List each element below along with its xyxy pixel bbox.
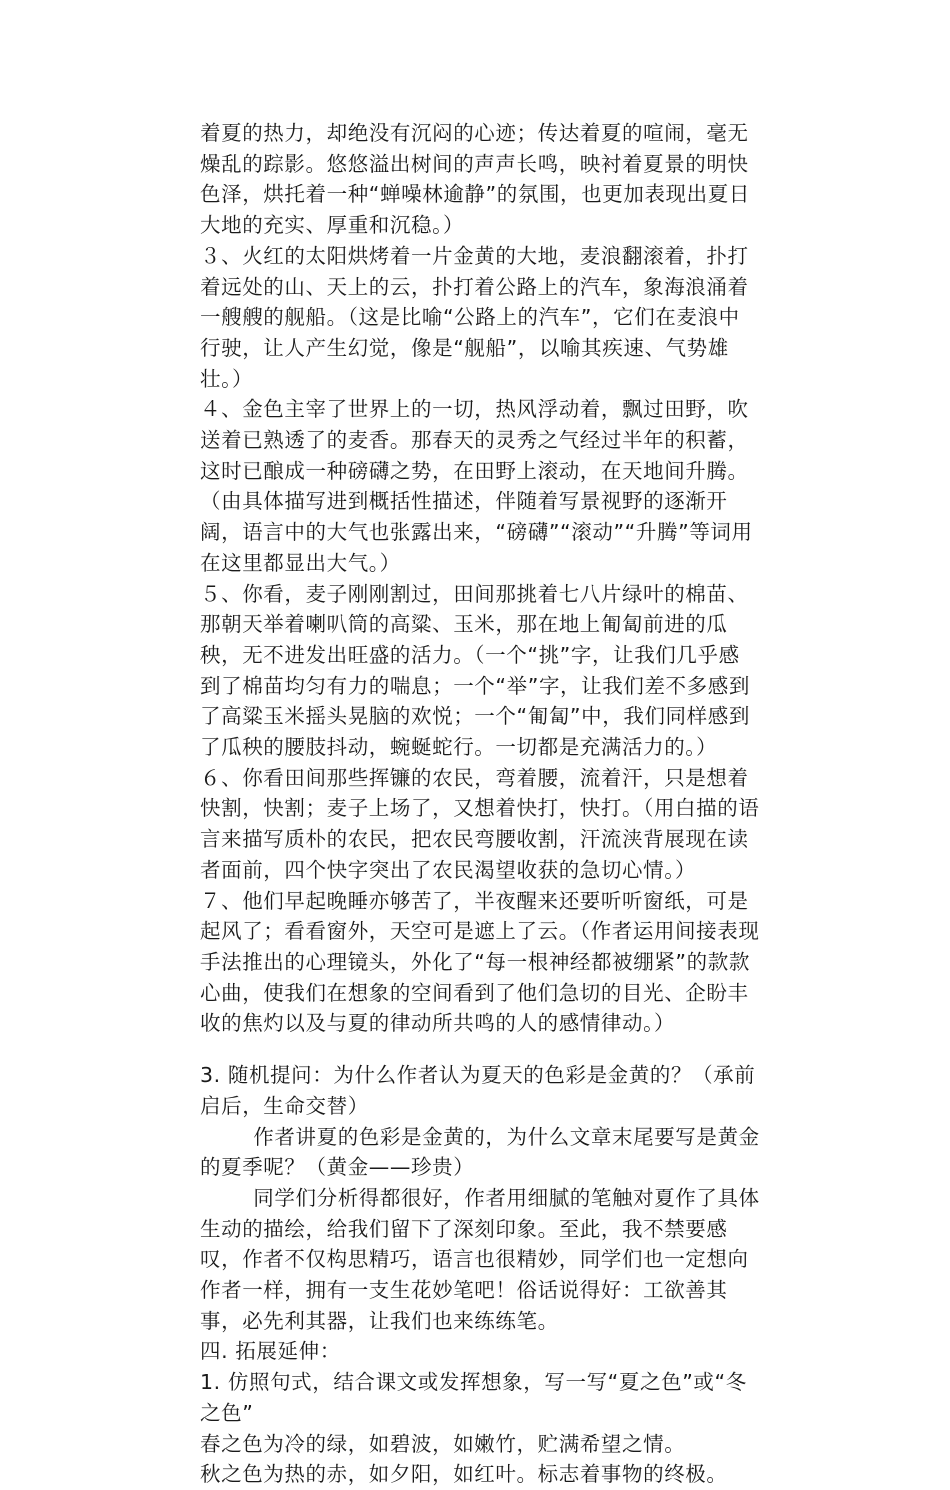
example-spring: 春之色为冷的绿，如碧波，如嫩竹，贮满希望之情。 [200, 1431, 686, 1456]
paragraph-item-5: ５、你看，麦子刚刚割过，田间那挑着七八片绿叶的棉苗、那朝天举着喇叭筒的高粱、玉米，那在地上匍匐前进的瓜秧，无不进发出旺盛的活力。（一个“挑”字，让我们几乎感到了棉苗均匀有力的喘息；一个“举”字，让我们差不多感到了高粱玉米摇头晃脑的欢悦；一个“匍匐”中，我们同样感到了瓜秧的腰肢抖动，蜿蜒蛇行。一切都是充满活力的。） [200, 581, 750, 760]
question-paragraph: 3. 随机提问：为什么作者认为夏天的色彩是金黄的？（承前启后，生命交替） [200, 1063, 756, 1118]
paragraph-cicada-note: 着夏的热力，却绝没有沉闷的心迹；传达着夏的喧闹，毫无燥乱的踪影。悠悠溢出树间的声声长鸣，映衬着夏景的明快色泽，烘托着一种“蝉噪林逾静”的氛围，也更加表现出夏日大地的充实、厚重和沉稳。） [200, 121, 750, 238]
section-heading-extension: 四. 拓展延伸： [200, 1339, 341, 1364]
paragraph-item-6: ６、你看田间那些挥镰的农民，弯着腰，流着汗，只是想着快割，快割；麦子上场了，又想着快打，快打。（用白描的语言来描写质朴的农民，把农民弯腰收割，汗流浃背展现在读者面前，四个快字突出了农民渴望收获的急切心情。） [200, 765, 760, 882]
section-gap [200, 1039, 760, 1060]
paragraph-item-4: ４、金色主宰了世界上的一切，热风浮动着，飘过田野，吹送着已熟透了的麦香。那春天的灵秀之气经过半年的积蓄，这时已酿成一种磅礴之势，在田野上滚动，在天地间升腾。（由具体描写进到概括性描述，伴随着写景视野的逐渐开阔，语言中的大气也张露出来，“磅礴”“滚动”“升腾”等词用在这里都显出大气。） [200, 397, 753, 575]
teacher-summary-paragraph: 同学们分析得都很好，作者用细腻的笔触对夏作了具体生动的描绘，给我们留下了深刻印象。至此，我不禁要感叹，作者不仅构思精巧，语言也很精妙，同学们也一定想向作者一样，拥有一支生花妙笔吧！俗话说得好：工欲善其事，必先利其器，让我们也来练练笔。 [200, 1185, 760, 1333]
golden-summer-paragraph: 作者讲夏的色彩是金黄的，为什么文章末尾要写是黄金的夏季呢？（黄金——珍贵） [200, 1124, 760, 1180]
example-autumn: 秋之色为热的赤，如夕阳，如红叶。标志着事物的终极。 [200, 1462, 728, 1487]
paragraph-item-3: ３、火红的太阳烘烤着一片金黄的大地，麦浪翻滚着，扑打着远处的山、天上的云，扑打着公路上的汽车，象海浪涌着一艘艘的舰船。（这是比喻“公路上的汽车”，它们在麦浪中行驶，让人产生幻觉，像是“舰船”，以喻其疾速、气势雄壮。） [200, 243, 749, 391]
document-page [200, 118, 760, 1490]
paragraph-item-7: ７、他们早起晚睡亦够苦了，半夜醒来还要听听窗纸，可是起风了；看看窗外，天空可是遮上了云。（作者运用间接表现手法推出的心理镜头，外化了“每一根神经都被绷紧”的款款心曲，使我们在想象的空间看到了他们急切的目光、企盼丰收的焦灼以及与夏的律动所共鸣的人的感情律动。） [200, 888, 760, 1036]
exercise-task: 1. 仿照句式，结合课文或发挥想象，写一写“夏之色”或“冬之色” [200, 1370, 747, 1425]
